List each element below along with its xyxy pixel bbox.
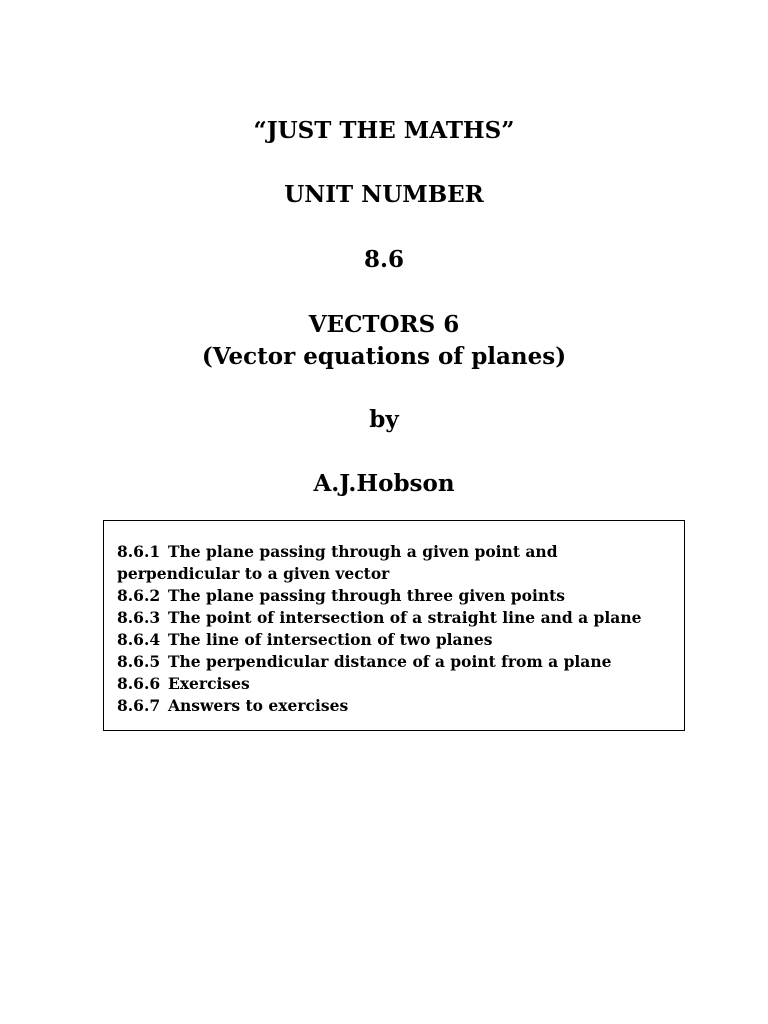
- author-name: A.J.Hobson: [313, 470, 455, 497]
- contents-item-title: The plane passing through a given point and: [168, 542, 558, 561]
- contents-item-number: 8.6.4: [117, 630, 161, 649]
- contents-item-number: 8.6.3: [117, 608, 161, 627]
- contents-list: [117, 541, 641, 717]
- contents-box: [103, 520, 685, 731]
- contents-item: [117, 651, 641, 673]
- contents-item: [117, 607, 641, 629]
- contents-item-number: 8.6.1: [117, 542, 161, 561]
- contents-item: [117, 673, 641, 695]
- unit-label: UNIT NUMBER: [284, 181, 484, 208]
- series-title: “JUST THE MATHS”: [253, 117, 515, 144]
- contents-item-number: 8.6.2: [117, 586, 161, 605]
- contents-item-number: 8.6.7: [117, 696, 161, 715]
- contents-item: [117, 585, 641, 607]
- topic-title: VECTORS 6: [308, 311, 460, 338]
- unit-number: 8.6: [363, 246, 404, 273]
- contents-item-title: The plane passing through three given points: [168, 586, 565, 605]
- contents-item-number: 8.6.6: [117, 674, 161, 693]
- contents-item-title: The line of intersection of two planes: [168, 630, 493, 649]
- topic-subtitle: (Vector equations of planes): [201, 343, 567, 370]
- by-label: by: [369, 406, 399, 433]
- contents-item-number: 8.6.5: [117, 652, 161, 671]
- contents-item: [117, 629, 641, 651]
- contents-item: [117, 541, 641, 563]
- contents-item-continuation: perpendicular to a given vector: [117, 564, 390, 583]
- contents-item-title: Exercises: [168, 674, 250, 693]
- contents-item-title: The perpendicular distance of a point from a plane: [168, 652, 612, 671]
- contents-item-title: Answers to exercises: [168, 696, 349, 715]
- contents-item: [117, 695, 641, 717]
- contents-item-title: The point of intersection of a straight line and a plane: [168, 608, 642, 627]
